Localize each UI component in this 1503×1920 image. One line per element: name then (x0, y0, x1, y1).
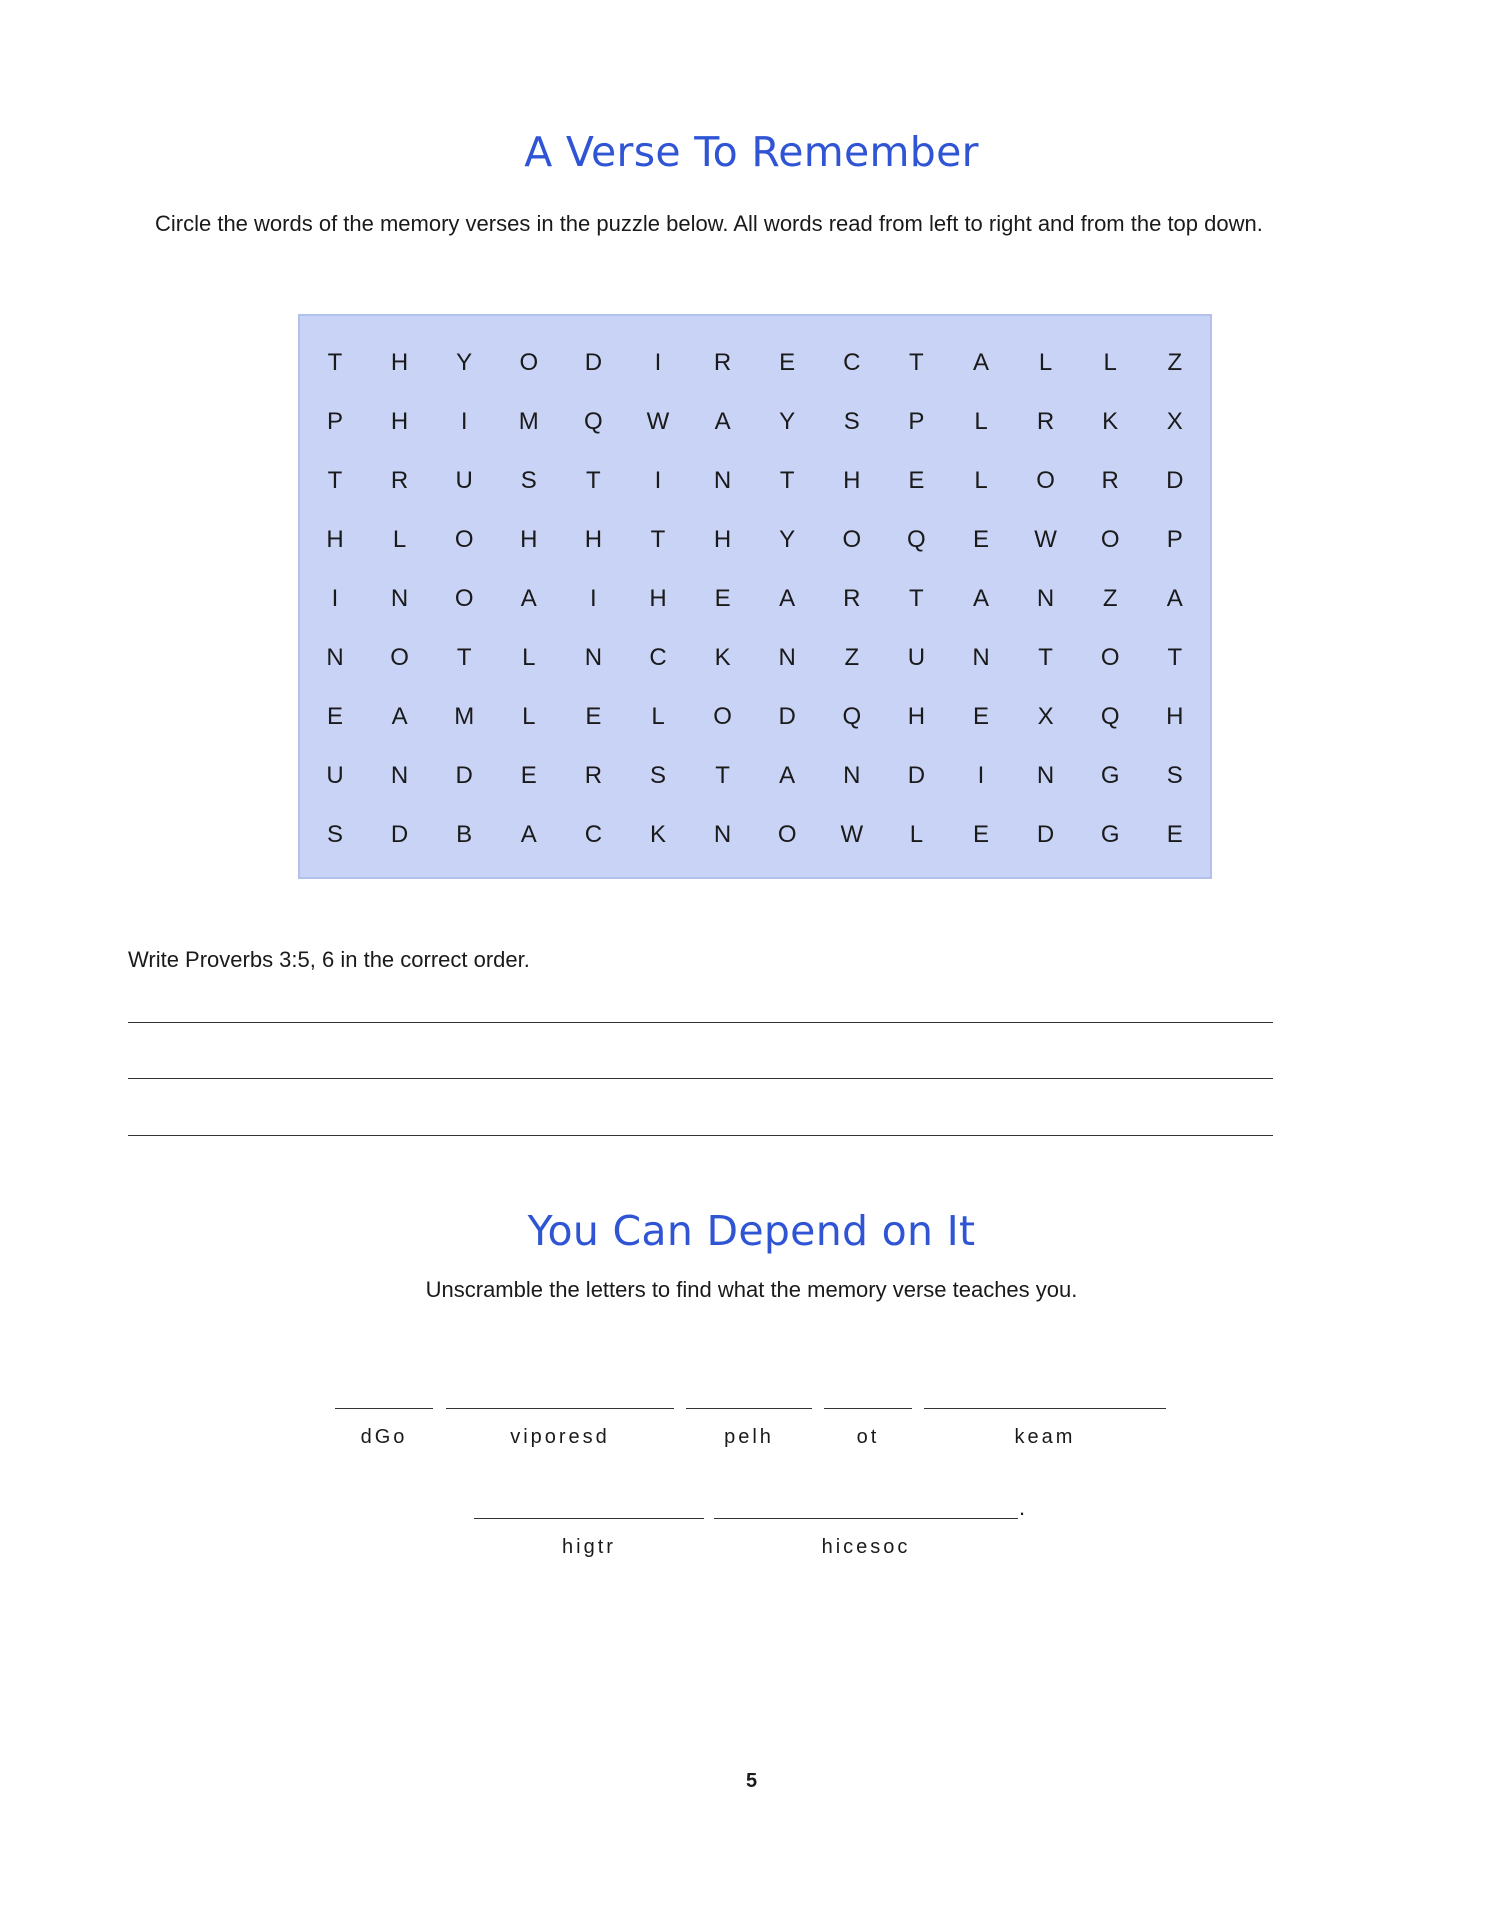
grid-letter[interactable]: H (390, 408, 409, 435)
grid-letter[interactable]: M (518, 408, 539, 435)
grid-letter[interactable]: D (907, 762, 926, 789)
grid-letter[interactable]: Y (456, 349, 473, 376)
grid-letter[interactable]: U (326, 762, 344, 789)
grid-letter[interactable]: A (714, 408, 731, 435)
grid-letter[interactable]: Q (842, 703, 862, 730)
grid-letter[interactable]: Z (844, 644, 860, 671)
grid-letter[interactable]: H (649, 585, 667, 612)
grid-letter[interactable]: N (843, 762, 861, 789)
answer-blank[interactable] (714, 1518, 1018, 1519)
grid-letter[interactable]: W (1034, 526, 1057, 553)
grid-letter[interactable]: N (584, 644, 603, 671)
grid-letter[interactable]: N (390, 762, 409, 789)
grid-letter[interactable]: T (456, 644, 472, 671)
grid-letter[interactable]: Q (907, 526, 926, 553)
grid-letter[interactable]: T (327, 349, 343, 376)
grid-letter[interactable]: O (390, 644, 409, 671)
grid-letter[interactable]: I (654, 349, 662, 376)
section-title-depend: You Can Depend on It (527, 1207, 976, 1255)
scrambled-word: viporesd (510, 1426, 610, 1448)
grid-letter[interactable]: T (715, 762, 730, 789)
grid-letter[interactable]: L (651, 703, 665, 730)
grid-letter[interactable]: G (1100, 762, 1120, 789)
answer-blank[interactable] (446, 1408, 674, 1409)
grid-letter[interactable]: C (584, 821, 603, 848)
grid-letter[interactable]: D (455, 762, 473, 789)
grid-letter[interactable]: P (1166, 526, 1183, 553)
grid-letter[interactable]: G (1100, 821, 1120, 848)
grid-letter[interactable]: L (974, 467, 988, 494)
write-verse-prompt: Write Proverbs 3:5, 6 in the correct order. (128, 947, 530, 972)
grid-letter[interactable]: W (840, 821, 864, 848)
scrambled-word: dGo (360, 1426, 408, 1448)
grid-letter[interactable]: S (649, 762, 666, 789)
unscramble-instructions: Unscramble the letters to find what the memory verse teaches you. (425, 1277, 1078, 1302)
grid-letter[interactable]: L (522, 703, 536, 730)
answer-blank[interactable] (824, 1408, 912, 1409)
grid-letter[interactable]: T (779, 467, 795, 494)
grid-letter[interactable]: O (1100, 644, 1120, 671)
grid-letter[interactable]: S (843, 408, 860, 435)
grid-letter[interactable]: S (1166, 762, 1183, 789)
grid-letter[interactable]: H (390, 349, 409, 376)
grid-letter[interactable]: N (778, 644, 796, 671)
grid-letter[interactable]: O (1100, 526, 1120, 553)
grid-letter[interactable]: D (1036, 821, 1055, 848)
grid-letter[interactable]: D (1166, 467, 1184, 494)
scrambled-word: ot (856, 1426, 880, 1448)
page-number: 5 (745, 1770, 758, 1792)
grid-letter[interactable]: T (650, 526, 666, 553)
grid-letter[interactable]: A (1166, 585, 1183, 612)
grid-letter[interactable]: A (520, 821, 537, 848)
word-search-instructions: Circle the words of the memory verses in the puzzle below. All words read from left to right and from the top down. (155, 211, 1263, 236)
grid-letter[interactable]: S (326, 821, 343, 848)
grid-letter[interactable]: P (326, 408, 343, 435)
grid-letter[interactable]: T (1167, 644, 1183, 671)
grid-letter[interactable]: L (974, 408, 988, 435)
grid-letter[interactable]: A (779, 585, 796, 612)
grid-letter[interactable]: T (1038, 644, 1053, 671)
grid-letter[interactable]: H (1166, 703, 1184, 730)
grid-letter[interactable]: D (390, 821, 409, 848)
grid-letter[interactable]: S (520, 467, 537, 494)
grid-letter[interactable]: K (1102, 408, 1119, 435)
grid-letter[interactable]: L (909, 821, 924, 848)
grid-letter[interactable]: M (454, 703, 475, 730)
grid-letter[interactable]: I (331, 585, 339, 612)
grid-letter[interactable]: W (646, 408, 670, 435)
grid-letter[interactable]: R (1101, 467, 1119, 494)
grid-letter[interactable]: H (907, 703, 926, 730)
grid-letter[interactable]: O (454, 526, 474, 553)
grid-letter[interactable]: Y (779, 526, 796, 553)
grid-letter[interactable]: E (779, 349, 796, 376)
grid-letter[interactable]: O (454, 585, 474, 612)
grid-letter[interactable]: A (779, 762, 796, 789)
grid-letter[interactable]: U (455, 467, 473, 494)
grid-letter[interactable]: O (1036, 467, 1055, 494)
grid-letter[interactable]: N (1036, 585, 1055, 612)
grid-letter[interactable]: O (519, 349, 539, 376)
grid-letter[interactable]: L (522, 644, 536, 671)
grid-letter[interactable]: N (326, 644, 344, 671)
grid-letter[interactable]: R (584, 762, 603, 789)
grid-letter[interactable]: X (1166, 408, 1183, 435)
grid-letter[interactable]: Z (1167, 349, 1183, 376)
scrambled-word: keam (1014, 1426, 1076, 1448)
word-search-grid (298, 314, 1212, 879)
section-title-verse: A Verse To Remember (524, 128, 979, 176)
grid-letter[interactable]: E (585, 703, 602, 730)
grid-letter[interactable]: K (649, 821, 666, 848)
grid-letter[interactable]: E (326, 703, 343, 730)
grid-letter[interactable]: L (392, 526, 407, 553)
grid-letter[interactable]: E (972, 821, 989, 848)
grid-letter[interactable]: H (326, 526, 344, 553)
grid-letter[interactable]: H (713, 526, 732, 553)
grid-letter[interactable]: O (842, 526, 862, 553)
grid-letter[interactable]: R (1036, 408, 1055, 435)
grid-letter[interactable]: A (391, 703, 408, 730)
grid-letter[interactable]: B (456, 821, 473, 848)
answer-blank[interactable] (335, 1408, 433, 1409)
grid-letter[interactable]: E (908, 467, 925, 494)
grid-letter[interactable]: L (1103, 349, 1117, 376)
grid-letter[interactable]: O (777, 821, 797, 848)
scrambled-word: hicesoc (821, 1536, 911, 1558)
grid-letter[interactable]: T (327, 467, 343, 494)
grid-letter[interactable]: I (460, 408, 468, 435)
answer-blank[interactable] (686, 1408, 812, 1409)
grid-letter[interactable]: N (972, 644, 990, 671)
grid-letter[interactable]: N (713, 821, 732, 848)
grid-letter[interactable]: E (520, 762, 537, 789)
grid-letter[interactable]: A (972, 585, 989, 612)
grid-letter[interactable]: X (1037, 703, 1054, 730)
grid-letter[interactable]: R (390, 467, 409, 494)
grid-letter[interactable]: E (972, 526, 989, 553)
grid-letter[interactable]: T (909, 349, 924, 376)
grid-letter[interactable]: U (907, 644, 926, 671)
grid-letter[interactable]: H (520, 526, 538, 553)
end-period: . (1019, 1495, 1026, 1520)
grid-letter[interactable]: A (520, 585, 537, 612)
grid-letter[interactable]: E (1166, 821, 1183, 848)
grid-letter[interactable]: E (714, 585, 731, 612)
answer-line[interactable] (128, 1135, 1273, 1136)
grid-letter[interactable]: T (909, 585, 924, 612)
answer-line[interactable] (128, 1078, 1273, 1079)
answer-blank[interactable] (924, 1408, 1166, 1409)
grid-letter[interactable]: I (654, 467, 662, 494)
scrambled-word: pelh (724, 1426, 774, 1448)
grid-letter[interactable]: Z (1102, 585, 1118, 612)
grid-letter[interactable]: P (908, 408, 925, 435)
grid-letter[interactable]: I (977, 762, 985, 789)
grid-letter[interactable]: O (713, 703, 732, 730)
grid-letter[interactable]: Q (584, 408, 603, 435)
grid-letter[interactable]: D (584, 349, 603, 376)
grid-letter[interactable]: T (586, 467, 601, 494)
grid-letter[interactable]: K (714, 644, 731, 671)
answer-line[interactable] (128, 1022, 1273, 1023)
answer-blank[interactable] (474, 1518, 704, 1519)
grid-letter[interactable]: H (584, 526, 603, 553)
scrambled-word: higtr (562, 1536, 616, 1558)
grid-letter[interactable]: C (649, 644, 667, 671)
grid-letter[interactable]: Y (779, 408, 796, 435)
grid-letter[interactable]: Q (1100, 703, 1120, 730)
grid-letter[interactable]: E (972, 703, 989, 730)
grid-letter[interactable]: D (778, 703, 796, 730)
grid-letter[interactable]: C (843, 349, 861, 376)
grid-letter[interactable]: H (843, 467, 861, 494)
grid-letter[interactable]: I (590, 585, 597, 612)
grid-letter[interactable]: L (1038, 349, 1053, 376)
grid-letter[interactable]: R (713, 349, 732, 376)
grid-letter[interactable]: N (1036, 762, 1055, 789)
grid-letter[interactable]: N (713, 467, 732, 494)
grid-letter[interactable]: N (390, 585, 409, 612)
grid-letter[interactable]: A (972, 349, 989, 376)
grid-letter[interactable]: R (843, 585, 861, 612)
